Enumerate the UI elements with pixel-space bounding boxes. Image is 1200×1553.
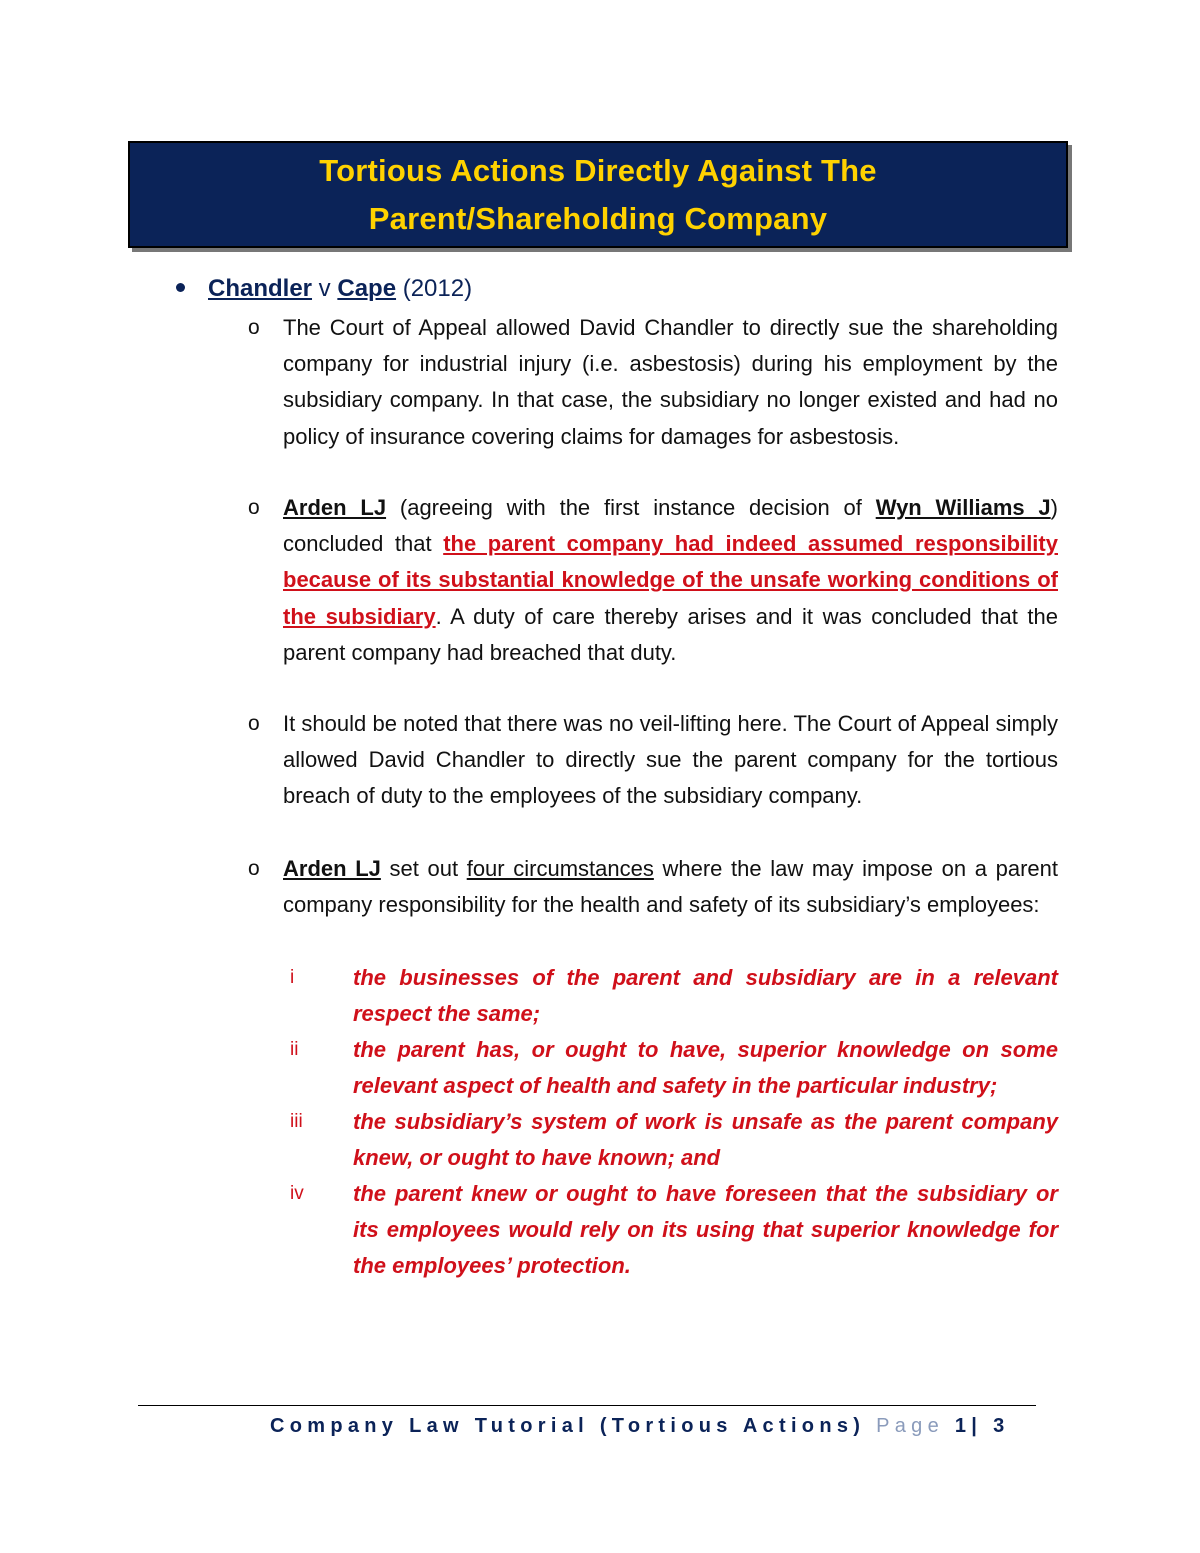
list-item-text: the parent knew or ought to have foreseen that the subsidiary or its employees would rely on its using that superior knowledge for the employees’ protection. xyxy=(353,1181,1058,1279)
sub-bullet-icon: o xyxy=(248,712,260,735)
point-2 xyxy=(283,490,1058,671)
case-versus: v xyxy=(312,275,338,302)
list-item-number: ii xyxy=(290,1039,299,1060)
judge-name-2: Wyn Williams J xyxy=(875,495,1051,520)
footer-separator: | xyxy=(971,1415,983,1437)
point-4-underlined: four circumstances xyxy=(466,856,654,881)
point-2-text-a: (agreeing with the first instance decision of xyxy=(386,495,876,520)
point-2-highlight: the parent company had indeed assumed responsibility because of its substantial knowledge of the unsafe working conditions of the subsidiary xyxy=(283,531,1058,629)
case-year: (2012) xyxy=(396,275,473,302)
list-item-text: the subsidiary’s system of work is unsafe as the parent company knew, or ought to have known; and xyxy=(353,1109,1058,1171)
judge-name: Arden LJ xyxy=(283,856,381,881)
footer-page-total: 3 xyxy=(993,1415,1010,1437)
list-item-text: the businesses of the parent and subsidiary are in a relevant respect the same; xyxy=(353,965,1058,1027)
bullet-icon xyxy=(176,283,185,292)
footer-page-number: 1 xyxy=(954,1415,972,1437)
list-item-number: iv xyxy=(290,1183,304,1204)
footer-label: Company Law Tutorial (Tortious Actions) xyxy=(270,1415,866,1437)
sub-bullet-icon: o xyxy=(248,496,260,519)
point-4-text-a: set out xyxy=(380,856,467,881)
point-2-text-c: . A duty of care thereby arises and it was concluded that the parent company had breached that duty. xyxy=(283,603,1059,665)
point-4-text-b: where the law may impose on a parent company responsibility for the health and safety of its subsidiary’s employees: xyxy=(283,856,1058,918)
point-4 xyxy=(283,851,1058,923)
footer-page-word: Page xyxy=(876,1415,944,1437)
sub-bullet-icon: o xyxy=(248,316,260,339)
case-party-1: Chandler xyxy=(208,275,313,302)
point-2-text-b: ) concluded that xyxy=(283,495,1058,557)
judge-name: Arden LJ xyxy=(283,495,387,520)
title-line-1: Tortious Actions Directly Against The xyxy=(319,152,877,188)
list-item-number: i xyxy=(290,967,295,988)
point-1: The Court of Appeal allowed David Chandler to directly sue the shareholding company for industrial injury (i.e. asbestosis) during his employment by the subsidiary company. In that case, the subsidiary no longer existed and had no policy of insurance covering claims for damages for asbestosis. xyxy=(283,315,1058,449)
sub-bullet-icon: o xyxy=(248,857,260,880)
page-footer xyxy=(270,1412,1038,1440)
title-banner xyxy=(128,141,1068,248)
point-3: It should be noted that there was no veil-lifting here. The Court of Appeal simply allowed David Chandler to directly sue the parent company for the tortious breach of duty to the employees of the subsidiary company. xyxy=(283,711,1058,809)
list-item-text: the parent has, or ought to have, superior knowledge on some relevant aspect of health and safety in the particular industry; xyxy=(353,1037,1058,1099)
title-line-2: Parent/Shareholding Company xyxy=(368,200,828,236)
case-heading xyxy=(176,271,472,307)
footer-divider xyxy=(138,1405,1036,1406)
case-party-2: Cape xyxy=(337,275,397,302)
list-item-number: iii xyxy=(290,1111,303,1132)
